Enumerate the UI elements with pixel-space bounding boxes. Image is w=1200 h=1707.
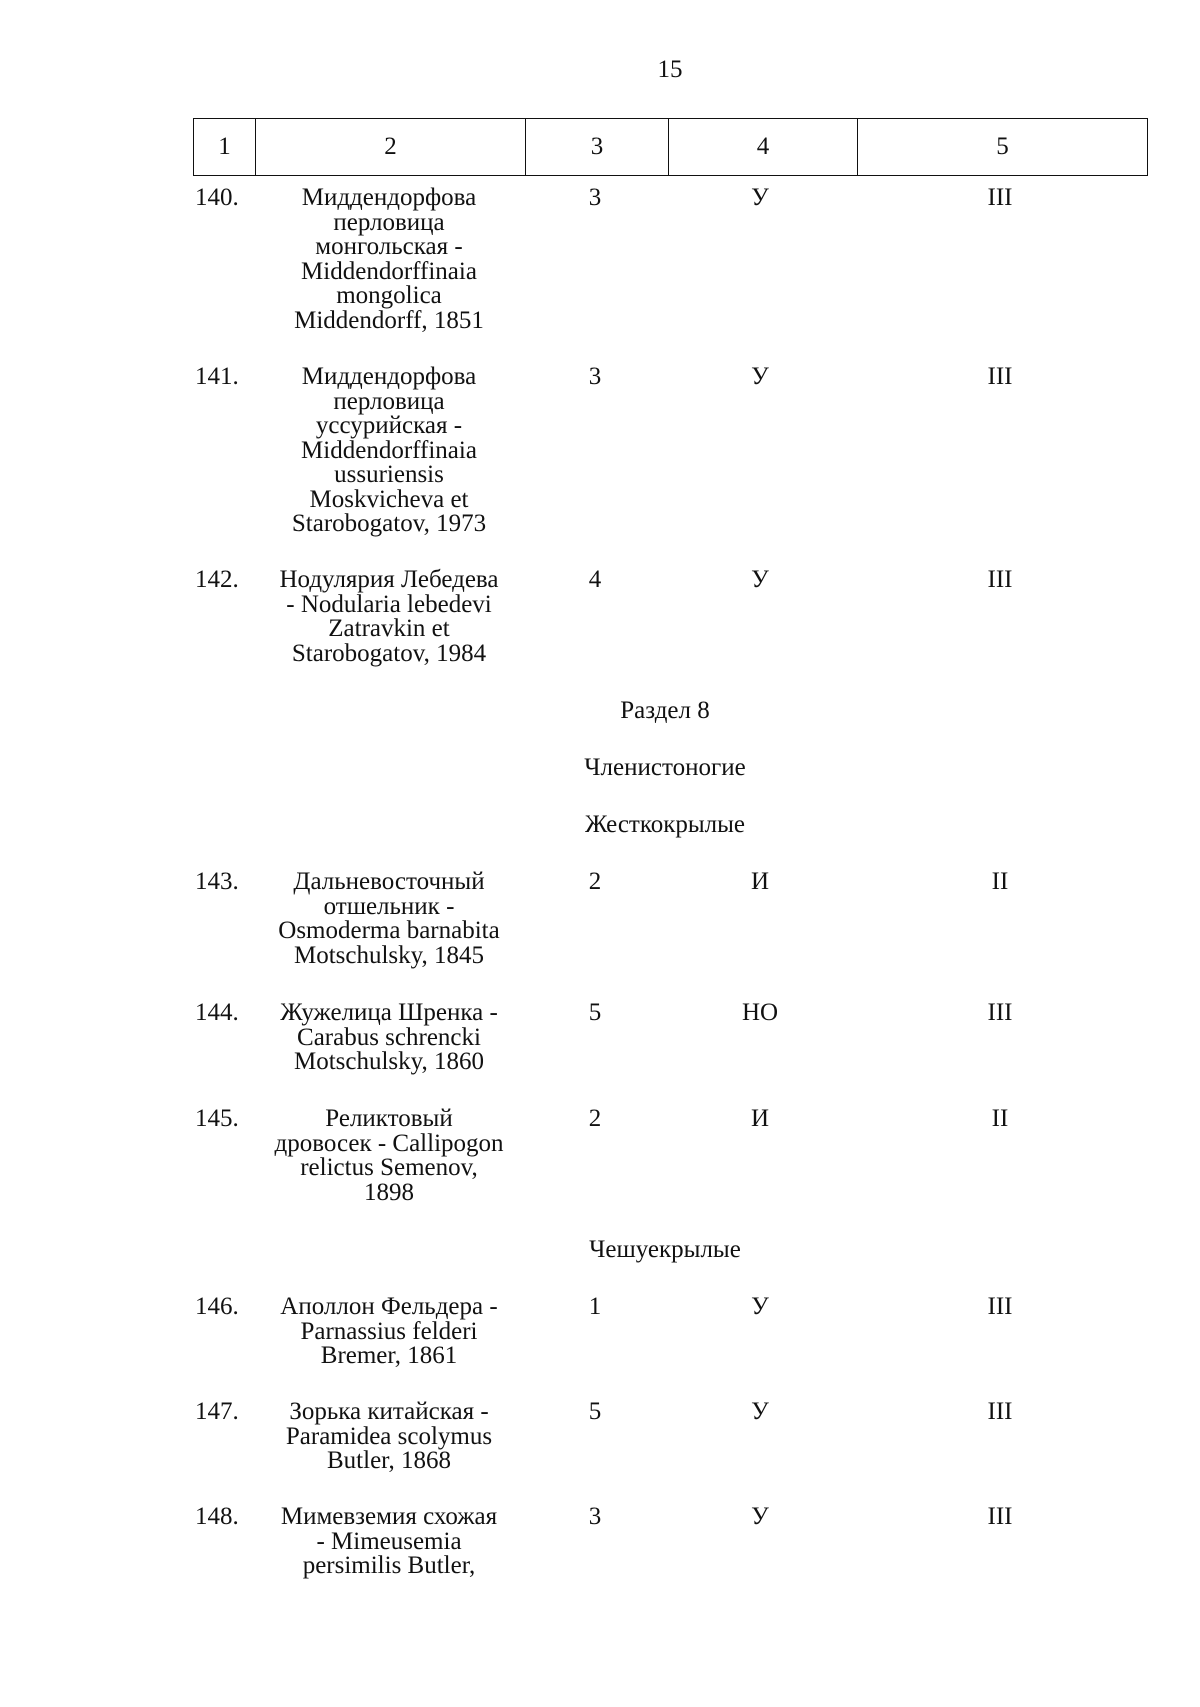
header-col-1: 1 bbox=[194, 119, 256, 176]
name-line: Зорька китайская - bbox=[289, 1398, 489, 1425]
priority-value: III bbox=[987, 999, 1013, 1026]
name-line: Middendorffinaia bbox=[301, 436, 477, 464]
status-value: У bbox=[751, 566, 769, 593]
row-number: 140. bbox=[195, 184, 239, 211]
name-line: Starobogatov, 1973 bbox=[291, 510, 487, 537]
species-name bbox=[258, 186, 520, 333]
row-number: 148. bbox=[195, 1503, 239, 1530]
page-number: 15 bbox=[657, 56, 683, 83]
status-value: И bbox=[750, 868, 770, 895]
name-line: Жужелица Шренка - bbox=[280, 999, 498, 1026]
name-line: Нодулярия Лебедева bbox=[279, 566, 499, 593]
priority-value: III bbox=[987, 1503, 1013, 1530]
name-line: Parnassius felderi bbox=[300, 1317, 478, 1345]
name-line: - Nodularia lebedevi bbox=[286, 590, 492, 618]
category-value: 4 bbox=[588, 566, 602, 593]
category-value: 3 bbox=[588, 184, 602, 211]
row-number: 141. bbox=[195, 363, 239, 390]
name-line: Moskvicheva et bbox=[309, 485, 469, 513]
priority-value: III bbox=[987, 184, 1013, 211]
header-col-2: 2 bbox=[256, 119, 526, 176]
name-line: Zatravkin et bbox=[328, 615, 450, 642]
name-line: Motschulsky, 1845 bbox=[293, 941, 485, 969]
name-line: Middendorff, 1851 bbox=[294, 306, 484, 334]
status-value: НО bbox=[741, 999, 779, 1026]
priority-value: III bbox=[987, 566, 1013, 593]
species-name bbox=[258, 1505, 520, 1579]
row-number: 143. bbox=[195, 868, 239, 895]
category-value: 2 bbox=[588, 868, 602, 895]
name-line: Starobogatov, 1984 bbox=[291, 639, 487, 667]
name-line: монгольская - bbox=[315, 233, 463, 260]
status-value: У bbox=[751, 1398, 769, 1425]
category-value: 2 bbox=[588, 1105, 602, 1132]
status-value: И bbox=[750, 1105, 770, 1132]
name-line: persimilis Butler, bbox=[302, 1552, 476, 1579]
species-name bbox=[258, 870, 520, 968]
row-number: 146. bbox=[195, 1293, 239, 1320]
name-line: 1898 bbox=[364, 1178, 414, 1206]
name-line: Butler, 1868 bbox=[327, 1447, 451, 1474]
species-name bbox=[258, 365, 520, 537]
priority-value: III bbox=[987, 1398, 1013, 1425]
category-value: 3 bbox=[588, 363, 602, 390]
name-line: Мимевземия схожая bbox=[280, 1503, 498, 1530]
name-line: ussuriensis bbox=[334, 461, 444, 488]
name-line: перловица bbox=[333, 208, 445, 236]
name-line: Реликтовый bbox=[325, 1105, 453, 1132]
name-line: relictus Semenov, bbox=[300, 1154, 478, 1181]
name-line: Bremer, 1861 bbox=[320, 1342, 458, 1369]
status-value: У bbox=[751, 363, 769, 390]
order-heading: Чешуекрылые bbox=[589, 1236, 741, 1263]
category-value: 5 bbox=[588, 999, 602, 1026]
name-line: Carabus schrencki bbox=[297, 1023, 481, 1051]
status-value: У bbox=[751, 1503, 769, 1530]
species-name bbox=[258, 1001, 520, 1075]
row-number: 145. bbox=[195, 1105, 239, 1132]
class-heading: Членистоногие bbox=[584, 754, 746, 781]
name-line: уссурийская - bbox=[315, 412, 463, 439]
name-line: Аполлон Фельдера - bbox=[280, 1293, 498, 1320]
header-col-3: 3 bbox=[526, 119, 669, 176]
row-number: 147. bbox=[195, 1398, 239, 1425]
category-value: 5 bbox=[588, 1398, 602, 1425]
name-line: Дальневосточный bbox=[293, 868, 485, 895]
name-line: - Mimeusemia bbox=[316, 1527, 462, 1555]
name-line: Middendorffinaia bbox=[301, 257, 477, 285]
category-value: 3 bbox=[588, 1503, 602, 1530]
name-line: дровосек - Callipogon bbox=[274, 1129, 504, 1157]
name-line: отшельник - bbox=[323, 892, 455, 920]
section-title: Раздел 8 bbox=[620, 697, 710, 724]
species-name bbox=[258, 1107, 520, 1205]
species-name bbox=[258, 1400, 520, 1474]
species-name bbox=[258, 1295, 520, 1369]
row-number: 144. bbox=[195, 999, 239, 1026]
category-value: 1 bbox=[588, 1293, 602, 1320]
header-col-5: 5 bbox=[858, 119, 1148, 176]
priority-value: II bbox=[991, 868, 1009, 895]
order-heading: Жесткокрылые bbox=[584, 811, 746, 838]
name-line: Paramidea scolymus bbox=[285, 1422, 493, 1450]
name-line: Osmoderma barnabita bbox=[278, 917, 500, 944]
status-value: У bbox=[751, 1293, 769, 1320]
name-line: перловица bbox=[333, 387, 445, 415]
table-header bbox=[193, 118, 1148, 176]
header-col-4: 4 bbox=[669, 119, 858, 176]
priority-value: III bbox=[987, 363, 1013, 390]
row-number: 142. bbox=[195, 566, 239, 593]
priority-value: III bbox=[987, 1293, 1013, 1320]
species-name bbox=[258, 568, 520, 666]
status-value: У bbox=[751, 184, 769, 211]
name-line: Миддендорфова bbox=[301, 363, 477, 390]
name-line: mongolica bbox=[336, 282, 442, 309]
name-line: Motschulsky, 1860 bbox=[293, 1048, 485, 1075]
priority-value: II bbox=[991, 1105, 1009, 1132]
name-line: Миддендорфова bbox=[301, 184, 477, 211]
